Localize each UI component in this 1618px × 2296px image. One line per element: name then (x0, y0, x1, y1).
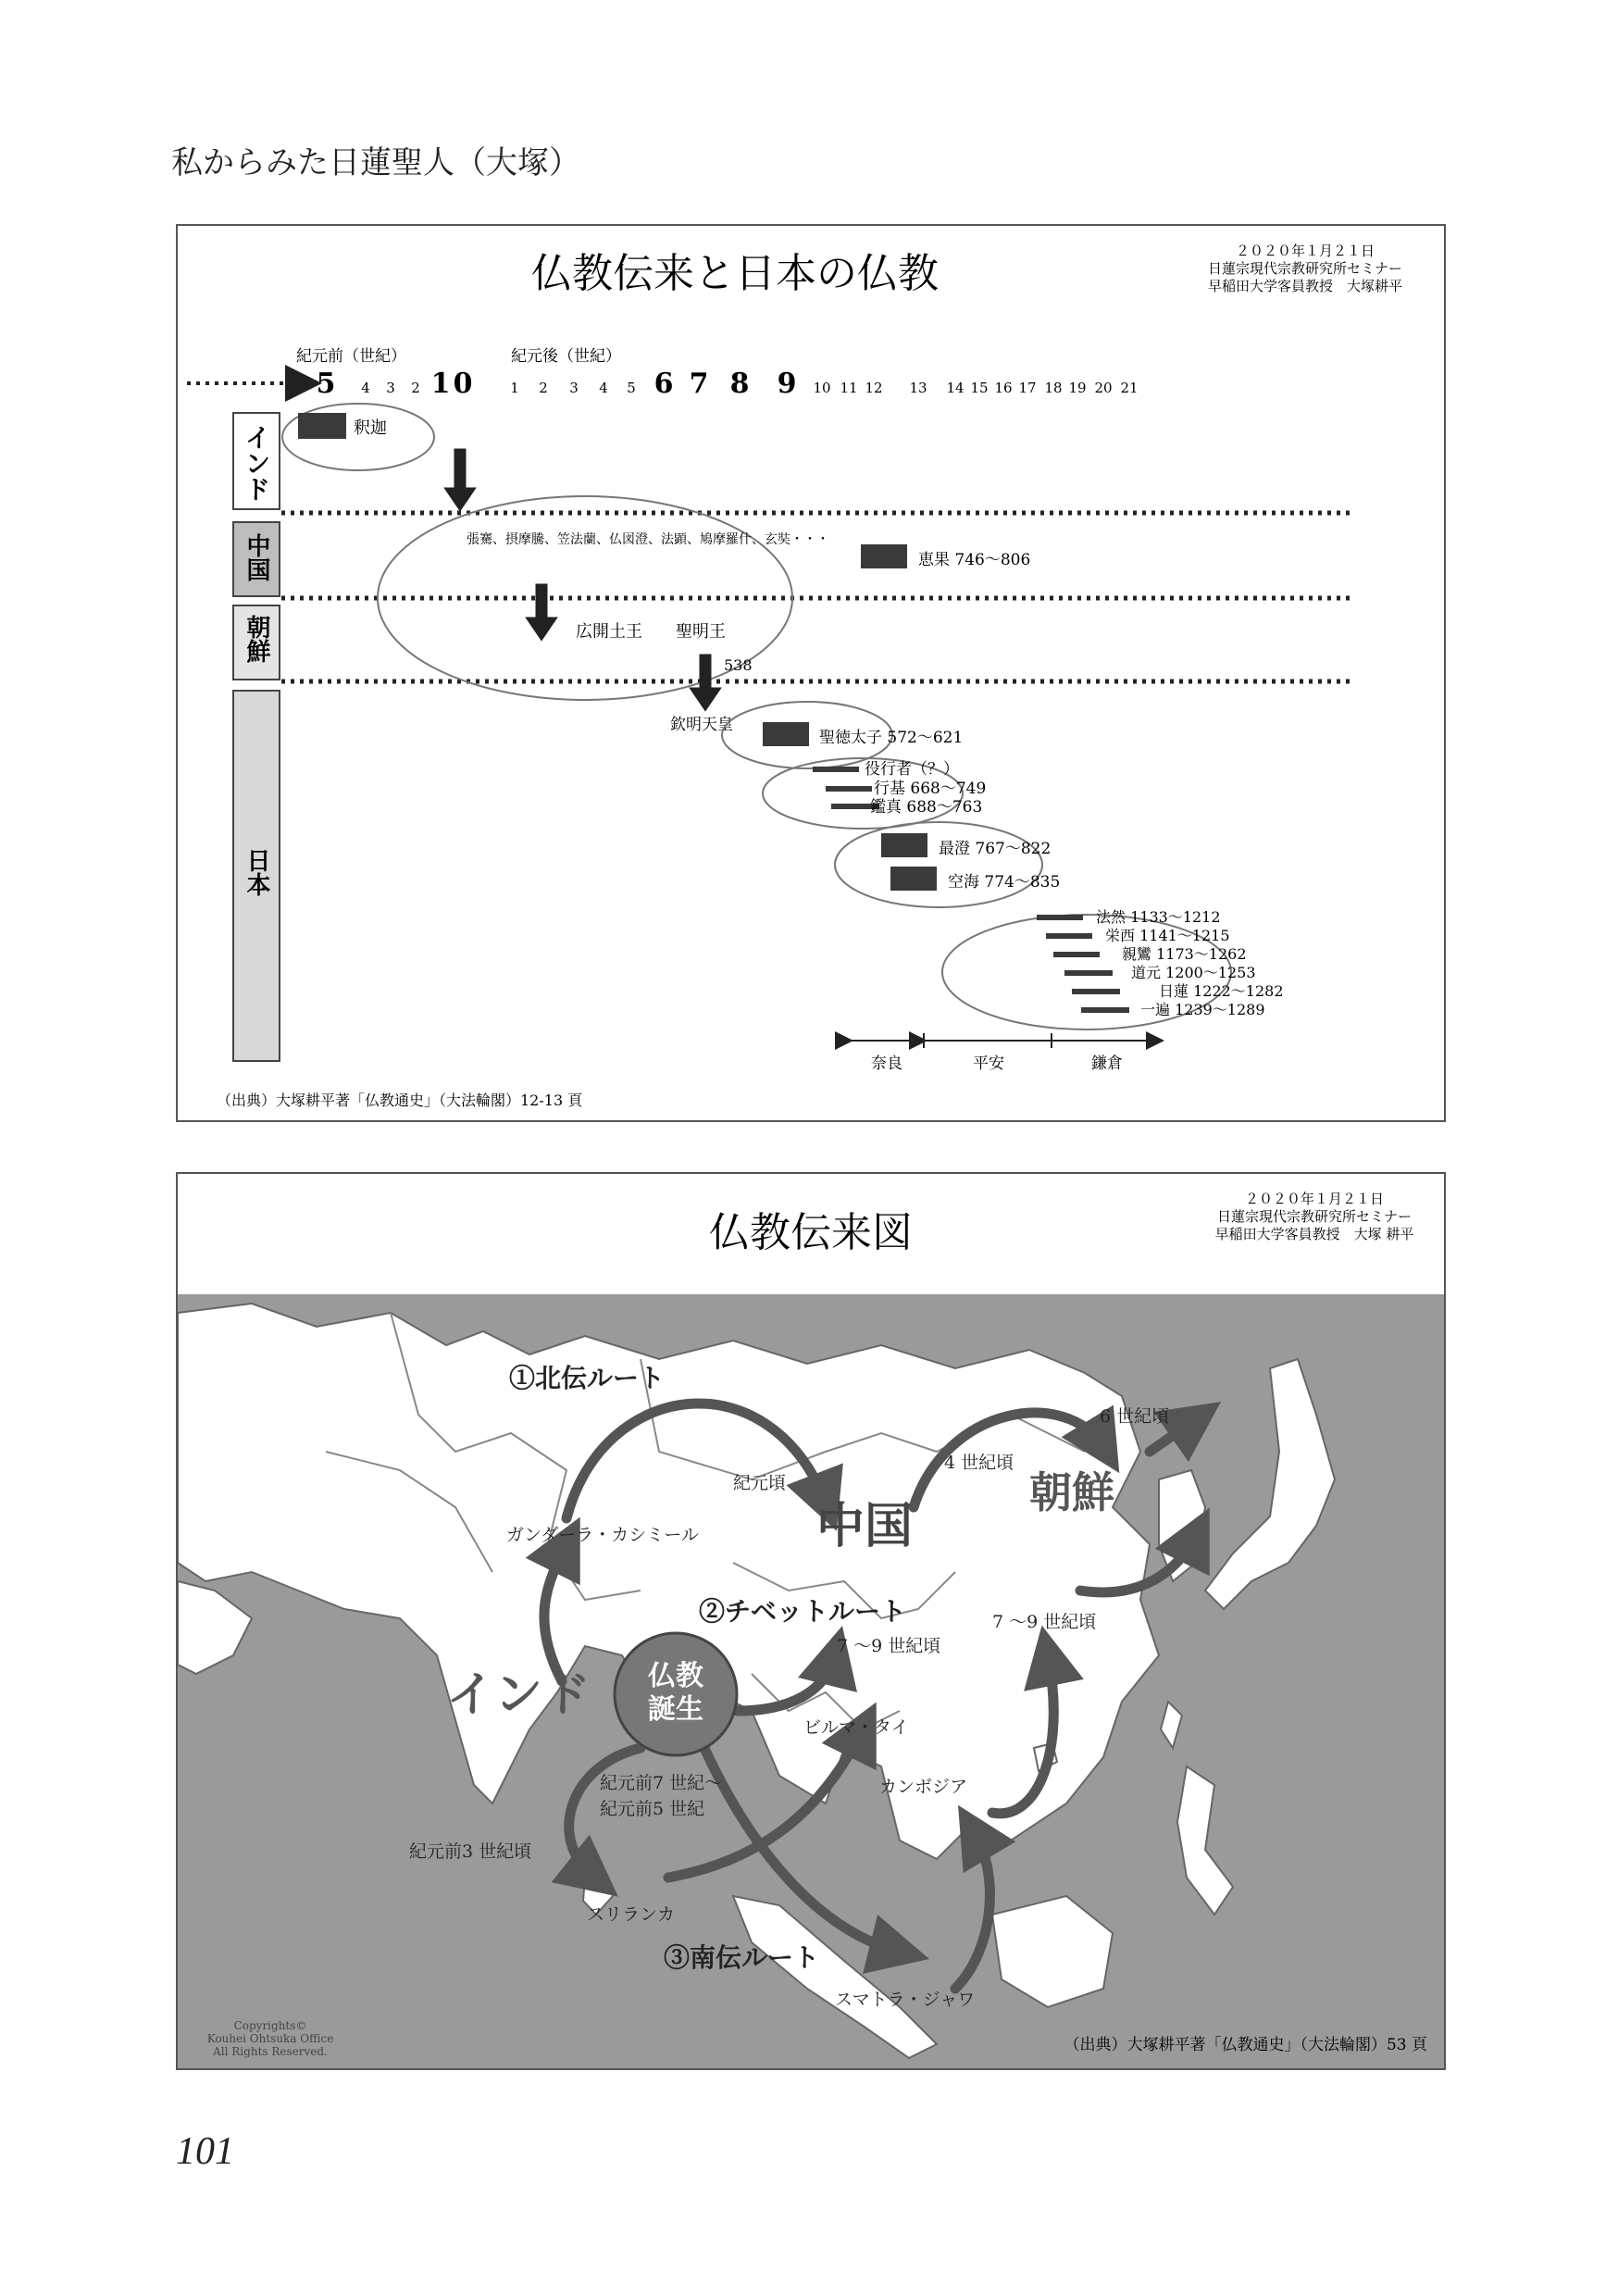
figure-kinmei: 欽明天皇 (670, 716, 733, 734)
slide1-title: 仏教伝来と日本の仏教 (531, 250, 939, 297)
slide2-author: 早稲田大学客員教授 大塚 耕平 (1214, 1226, 1414, 1242)
figure-dogen: 道元 1200〜1253 (1131, 964, 1256, 981)
slide1-date: ２０２０年１月２１日 (1235, 243, 1375, 259)
label-china: 中国 (816, 1498, 914, 1554)
label-bce3: 紀元前3 世紀頃 (409, 1841, 532, 1862)
slide2-seminar: 日蓮宗現代宗教研究所セミナー (1216, 1208, 1413, 1225)
century-tick: 10 (813, 380, 831, 396)
label-bce5: 紀元前5 世紀 (600, 1799, 705, 1819)
label-c7-9-south: 7 〜9 世紀頃 (992, 1612, 1097, 1632)
region-label-korea: 朝鮮 (243, 615, 270, 663)
route-south-label: ③南伝ルート (664, 1942, 820, 1973)
figure-nichiren: 日蓮 1222〜1282 (1159, 982, 1284, 1000)
century-tick: 2 (539, 380, 548, 396)
century-tick: 0 (453, 368, 473, 400)
bar-eisai (1046, 933, 1092, 939)
timeline-slide (176, 224, 1446, 1122)
bar-shinran (1053, 952, 1100, 957)
arrow-korea-japan (691, 655, 719, 709)
century-tick: 4 (599, 380, 608, 396)
bar-honen (1037, 915, 1083, 920)
figure-ganjin: 鑑真 688〜763 (870, 798, 983, 817)
figure-eno: 役行者（？） (865, 760, 959, 779)
century-tick: 11 (840, 380, 858, 396)
bar-nichiren (1072, 989, 1120, 994)
century-tick: 16 (994, 380, 1013, 396)
century-tick: 19 (1068, 380, 1087, 396)
century-tick: 3 (386, 380, 395, 396)
label-bce7: 紀元前7 世紀〜 (600, 1773, 723, 1793)
century-tick: 9 (777, 368, 797, 400)
region-label-china: 中国 (243, 533, 270, 581)
figure-shaka: 釈迦 (354, 418, 387, 438)
century-tick: 7 (689, 368, 709, 400)
century-tick: 6 (653, 368, 674, 400)
century-ticks (317, 368, 1139, 400)
label-c6: 6 世紀頃 (1100, 1406, 1170, 1427)
copyright-line3: All Rights Reserved. (213, 2045, 328, 2058)
century-tick: 18 (1044, 380, 1063, 396)
label-srilanka: スリランカ (587, 1904, 676, 1925)
route-north-label: ①北伝ルート (509, 1363, 666, 1393)
label-cambodia: カンボジア (879, 1777, 968, 1797)
century-tick: 14 (946, 380, 965, 396)
label-gandhara: ガンダーラ・カシミール (506, 1525, 699, 1545)
figure-shotoku: 聖徳太子 572〜621 (819, 729, 964, 747)
region-label-india: インド (241, 424, 272, 502)
route-tibet-label: ②チベットルート (699, 1596, 907, 1627)
century-tick: 13 (909, 380, 927, 396)
period-kamakura: 鎌倉 (1091, 1054, 1123, 1073)
arrow-india-china (446, 450, 474, 509)
label-era-ce: 紀元頃 (733, 1473, 787, 1493)
label-c4: 4 世紀頃 (944, 1453, 1014, 1473)
slide2-title: 仏教伝来図 (709, 1209, 913, 1256)
copyright-line1: Copyrights© (233, 2019, 307, 2032)
map-slide (176, 1172, 1446, 2070)
arrow-china-korea (528, 585, 555, 639)
slide2-date: ２０２０年１月２１日 (1244, 1191, 1385, 1207)
century-tick: 17 (1018, 380, 1037, 396)
era-after-label: 紀元後（世紀） (511, 347, 621, 366)
figure-shinran: 親鸞 1173〜1262 (1122, 945, 1247, 963)
century-tick: 5 (627, 380, 636, 396)
ellipse-heian (835, 822, 1042, 907)
century-tick: 3 (569, 380, 579, 396)
portrait-shotoku (763, 722, 809, 746)
bar-gyoki (826, 786, 872, 792)
century-tick: 1 (510, 380, 519, 396)
label-sumatra: スマトラ・ジャワ (835, 1990, 976, 2010)
period-nara: 奈良 (871, 1054, 902, 1073)
century-tick: 2 (411, 380, 420, 396)
figure-ippen: 一遍 1239〜1289 (1140, 1001, 1265, 1018)
slide1-seminar: 日蓮宗現代宗教研究所セミナー (1207, 260, 1403, 277)
label-burma: ビルマ・タイ (803, 1717, 909, 1738)
year-538: 538 (724, 656, 753, 674)
century-tick: 8 (729, 368, 750, 400)
figure-kukai: 空海 774〜835 (948, 873, 1061, 892)
copyright-line2: Kouhei Ohtsuka Office (206, 2032, 334, 2045)
century-tick: 1 (430, 368, 451, 400)
page-number: 101 (176, 2130, 234, 2173)
slide1-source: （出典）大塚耕平著「仏教通史」（大法輪閣）12-13 頁 (217, 1092, 583, 1109)
century-tick: 20 (1094, 380, 1113, 396)
portrait-keika (861, 544, 907, 568)
century-tick: 15 (970, 380, 989, 396)
label-korea: 朝鮮 (1029, 1467, 1114, 1517)
figure-korea-kings: 広開土王 聖明王 (576, 622, 726, 642)
bar-ippen (1081, 1007, 1129, 1013)
figure-saicho: 最澄 767〜822 (939, 840, 1052, 858)
bar-dogen (1064, 970, 1113, 976)
period-heian: 平安 (973, 1054, 1004, 1073)
figure-honen: 法然 1133〜1212 (1096, 908, 1221, 926)
label-c7-9-tibet: 7 〜9 世紀頃 (837, 1636, 941, 1656)
era-before-label: 紀元前（世紀） (296, 347, 406, 366)
figure-eisai: 栄西 1141〜1215 (1105, 927, 1230, 944)
century-tick: 21 (1120, 380, 1139, 396)
slide2-source: （出典）大塚耕平著「仏教通史」（大法輪閣）53 頁 (1064, 2036, 1427, 2054)
region-label-japan: 日本 (243, 848, 270, 896)
century-tick: 4 (361, 380, 370, 396)
portrait-saicho (881, 833, 927, 857)
birth-label-2: 誕生 (648, 1693, 703, 1726)
figure-china-monks: 張騫、摂摩騰、笠法蘭、仏図澄、法顕、鳩摩羅什、玄奘・・・ (467, 532, 829, 547)
birth-label-1: 仏教 (648, 1660, 703, 1692)
transmission-map (178, 1174, 1444, 2068)
century-tick: 5 (316, 368, 336, 400)
figure-keika: 恵果 746〜806 (918, 551, 1031, 569)
figure-gyoki: 行基 668〜749 (874, 780, 987, 798)
portrait-kukai (890, 867, 937, 891)
label-india: インド (446, 1666, 591, 1723)
running-header: 私からみた日蓮聖人（大塚） (171, 144, 580, 181)
portrait-shaka (298, 413, 346, 439)
century-tick: 12 (865, 380, 883, 396)
timeline-diagram (178, 226, 1444, 1120)
bar-eno (813, 767, 859, 772)
slide1-author: 早稲田大学客員教授 大塚耕平 (1207, 278, 1403, 294)
